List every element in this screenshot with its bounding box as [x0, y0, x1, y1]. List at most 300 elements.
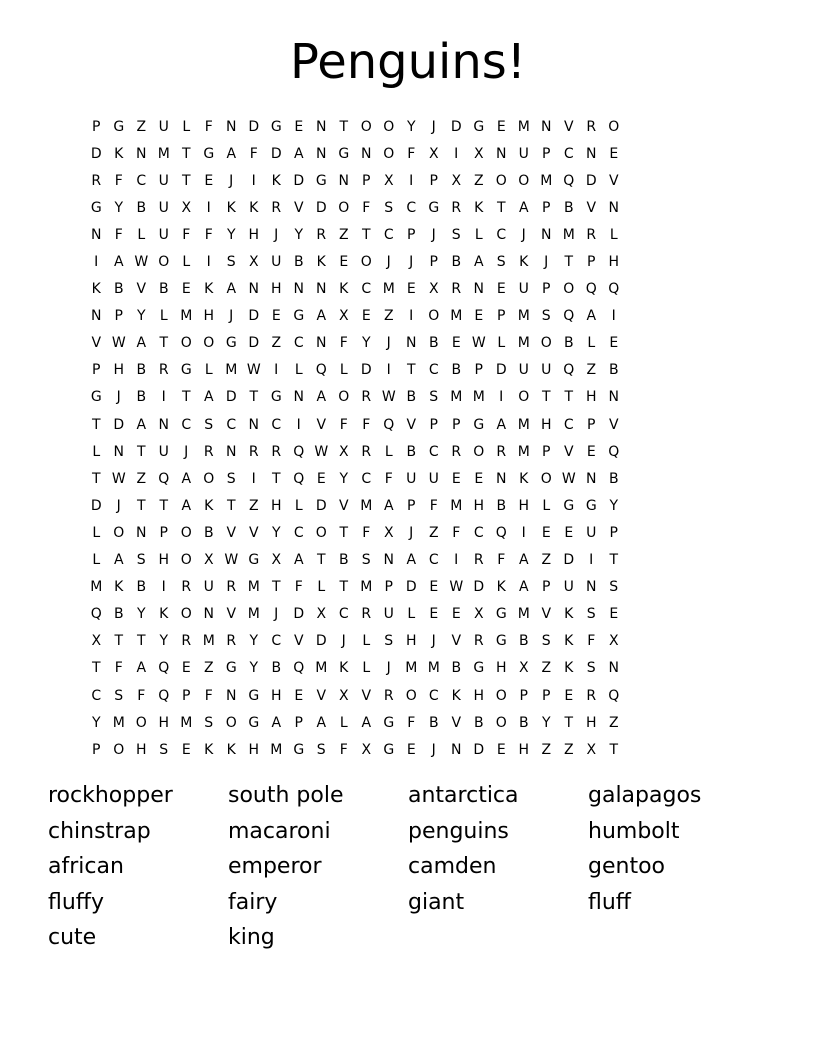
grid-letter: L — [384, 443, 393, 460]
grid-letter: G — [270, 389, 282, 406]
grid-letter: B — [113, 281, 124, 298]
grid-letter: N — [226, 118, 237, 135]
grid-letter: M — [315, 660, 328, 677]
grid-letter: U — [383, 606, 394, 623]
grid-letter: E — [181, 660, 191, 677]
grid-letter: U — [271, 254, 282, 271]
grid-letter: T — [496, 199, 506, 216]
grid-row — [85, 194, 733, 221]
grid-letter: M — [540, 172, 553, 189]
grid-letter: H — [585, 389, 597, 406]
grid-letter: Y — [249, 633, 259, 650]
grid-letter: H — [135, 741, 147, 758]
grid-letter: N — [383, 552, 394, 569]
grid-letter: U — [158, 172, 169, 189]
grid-letter: E — [564, 687, 574, 704]
grid-letter: F — [429, 497, 438, 514]
word-list-item: fairy — [228, 889, 278, 915]
grid-letter: H — [473, 687, 485, 704]
grid-letter: G — [338, 145, 350, 162]
grid-letter: Q — [563, 308, 575, 325]
grid-letter: X — [383, 172, 394, 189]
grid-letter: Q — [383, 416, 395, 433]
grid-letter: D — [473, 741, 485, 758]
grid-letter: B — [451, 254, 462, 271]
grid-letter: Q — [563, 362, 575, 379]
grid-row — [85, 140, 733, 167]
grid-letter: R — [586, 226, 597, 243]
grid-letter: A — [293, 552, 304, 569]
grid-letter: A — [226, 281, 237, 298]
word-list-item: penguins — [408, 818, 509, 844]
grid-letter: Z — [541, 552, 552, 569]
grid-letter: V — [226, 524, 237, 541]
grid-letter: X — [473, 606, 484, 623]
grid-letter: S — [136, 552, 146, 569]
grid-letter: E — [406, 281, 416, 298]
grid-letter: I — [386, 362, 391, 379]
grid-letter: G — [293, 308, 305, 325]
grid-letter: N — [541, 118, 552, 135]
grid-letter: A — [406, 552, 417, 569]
grid-letter: B — [293, 254, 304, 271]
grid-letter: D — [293, 606, 305, 623]
grid-letter: G — [315, 172, 327, 189]
grid-letter: D — [248, 118, 260, 135]
grid-letter: I — [251, 470, 256, 487]
grid-letter: G — [248, 687, 260, 704]
grid-letter: V — [451, 714, 462, 731]
grid-letter: S — [586, 606, 596, 623]
grid-letter: R — [473, 633, 484, 650]
grid-letter: Q — [608, 687, 620, 704]
grid-letter: N — [316, 118, 327, 135]
grid-letter: X — [316, 606, 327, 623]
grid-letter: O — [158, 254, 170, 271]
grid-letter: P — [609, 524, 618, 541]
grid-letter: V — [563, 443, 574, 460]
grid-letter: N — [293, 281, 304, 298]
grid-letter: M — [112, 714, 125, 731]
grid-letter: B — [158, 281, 169, 298]
grid-letter: I — [409, 172, 414, 189]
grid-letter: T — [564, 389, 574, 406]
grid-letter: E — [181, 741, 191, 758]
grid-letter: Y — [339, 470, 349, 487]
grid-letter: E — [451, 470, 461, 487]
grid-letter: M — [405, 660, 418, 677]
grid-letter: E — [496, 741, 506, 758]
grid-letter: U — [406, 470, 417, 487]
grid-letter: V — [316, 687, 327, 704]
grid-row — [85, 492, 733, 519]
grid-letter: K — [204, 741, 214, 758]
grid-row — [85, 248, 733, 275]
grid-letter: F — [114, 660, 123, 677]
grid-letter: N — [158, 416, 169, 433]
grid-letter: M — [90, 579, 103, 596]
grid-letter: T — [114, 633, 124, 650]
grid-letter: E — [609, 145, 619, 162]
grid-letter: D — [90, 497, 102, 514]
grid-letter: L — [542, 497, 551, 514]
grid-letter: S — [204, 714, 214, 731]
grid-row — [85, 276, 733, 303]
grid-letter: T — [564, 714, 574, 731]
grid-letter: V — [586, 199, 597, 216]
grid-letter: H — [585, 714, 597, 731]
grid-letter: G — [90, 389, 102, 406]
word-list-item: macaroni — [228, 818, 331, 844]
grid-letter: Y — [136, 308, 146, 325]
grid-letter: Z — [541, 660, 552, 677]
word-list-item: african — [48, 854, 124, 879]
grid-row — [85, 167, 733, 194]
grid-letter: F — [249, 145, 258, 162]
grid-row — [85, 113, 733, 140]
grid-letter: T — [406, 362, 416, 379]
grid-letter: E — [181, 281, 191, 298]
grid-letter: X — [428, 281, 439, 298]
grid-letter: D — [248, 308, 260, 325]
grid-letter: R — [271, 199, 282, 216]
grid-letter: F — [407, 145, 416, 162]
grid-letter: D — [405, 579, 417, 596]
grid-letter: H — [158, 714, 170, 731]
grid-letter: Y — [114, 199, 124, 216]
grid-letter: B — [608, 362, 619, 379]
grid-letter: S — [316, 741, 326, 758]
grid-letter: U — [518, 362, 529, 379]
grid-letter: W — [471, 335, 486, 352]
grid-letter: R — [473, 552, 484, 569]
grid-letter: K — [249, 199, 259, 216]
grid-letter: I — [94, 254, 99, 271]
grid-letter: O — [203, 335, 215, 352]
grid-letter: B — [136, 389, 147, 406]
grid-letter: H — [270, 687, 282, 704]
grid-letter: T — [609, 741, 619, 758]
grid-letter: I — [521, 524, 526, 541]
grid-letter: T — [339, 579, 349, 596]
grid-letter: O — [608, 118, 620, 135]
grid-letter: G — [225, 335, 237, 352]
grid-letter: M — [360, 579, 373, 596]
grid-letter: F — [137, 687, 146, 704]
grid-letter: Z — [608, 714, 619, 731]
grid-letter: P — [159, 524, 168, 541]
grid-row — [85, 357, 733, 384]
grid-letter: N — [226, 443, 237, 460]
grid-letter: H — [158, 552, 170, 569]
grid-letter: I — [611, 308, 616, 325]
grid-letter: B — [428, 714, 439, 731]
grid-letter: V — [563, 118, 574, 135]
grid-letter: W — [381, 389, 396, 406]
grid-letter: U — [518, 281, 529, 298]
grid-letter: M — [517, 606, 530, 623]
grid-letter: S — [496, 254, 506, 271]
word-list-item: fluff — [588, 889, 631, 915]
page-title: Penguins! — [289, 34, 527, 90]
grid-letter: L — [137, 226, 146, 243]
grid-letter: P — [587, 254, 596, 271]
grid-letter: S — [226, 470, 236, 487]
grid-letter: Z — [338, 226, 349, 243]
grid-letter: M — [247, 579, 260, 596]
grid-letter: O — [203, 470, 215, 487]
grid-letter: N — [473, 281, 484, 298]
grid-row — [85, 574, 733, 601]
grid-letter: G — [90, 199, 102, 216]
grid-letter: U — [158, 118, 169, 135]
grid-letter: P — [182, 687, 191, 704]
grid-letter: X — [248, 254, 259, 271]
grid-letter: S — [609, 579, 619, 596]
grid-letter: V — [293, 199, 304, 216]
grid-row — [85, 303, 733, 330]
grid-letter: A — [361, 714, 372, 731]
grid-letter: I — [296, 416, 301, 433]
grid-letter: T — [339, 524, 349, 541]
grid-letter: V — [361, 687, 372, 704]
grid-letter: T — [181, 172, 191, 189]
grid-letter: J — [521, 226, 526, 243]
grid-letter: O — [360, 254, 372, 271]
grid-letter: Q — [608, 443, 620, 460]
grid-letter: C — [563, 145, 574, 162]
grid-letter: C — [428, 687, 439, 704]
grid-letter: R — [586, 687, 597, 704]
grid-letter: C — [181, 416, 192, 433]
grid-letter: O — [495, 714, 507, 731]
grid-letter: O — [360, 118, 372, 135]
grid-letter: M — [517, 443, 530, 460]
grid-letter: K — [271, 172, 281, 189]
grid-letter: Z — [248, 497, 259, 514]
grid-letter: N — [136, 145, 147, 162]
grid-letter: I — [161, 389, 166, 406]
grid-letter: G — [248, 714, 260, 731]
grid-letter: J — [341, 633, 346, 650]
grid-letter: X — [338, 687, 349, 704]
grid-letter: M — [270, 741, 283, 758]
grid-letter: C — [361, 281, 372, 298]
grid-letter: B — [406, 443, 417, 460]
grid-letter: E — [429, 579, 439, 596]
grid-letter: L — [182, 118, 191, 135]
grid-letter: E — [564, 524, 574, 541]
grid-letter: F — [587, 633, 596, 650]
word-list-item: fluffy — [48, 889, 104, 915]
grid-letter: E — [294, 687, 304, 704]
grid-letter: P — [542, 145, 551, 162]
grid-letter: P — [542, 199, 551, 216]
grid-letter: I — [206, 254, 211, 271]
grid-letter: V — [316, 416, 327, 433]
grid-letter: P — [474, 362, 483, 379]
grid-letter: P — [452, 416, 461, 433]
grid-letter: A — [316, 308, 327, 325]
grid-letter: Z — [563, 741, 574, 758]
grid-letter: Y — [609, 497, 619, 514]
grid-letter: G — [495, 606, 507, 623]
grid-letter: V — [226, 606, 237, 623]
grid-row — [85, 330, 733, 357]
grid-letter: M — [180, 714, 193, 731]
grid-letter: O — [405, 687, 417, 704]
grid-letter: S — [541, 308, 551, 325]
grid-letter: A — [586, 308, 597, 325]
grid-letter: O — [518, 172, 530, 189]
grid-letter: M — [450, 497, 463, 514]
grid-letter: U — [158, 443, 169, 460]
grid-letter: A — [136, 660, 147, 677]
grid-letter: O — [428, 308, 440, 325]
grid-letter: V — [406, 416, 417, 433]
grid-letter: O — [518, 389, 530, 406]
grid-letter: T — [91, 416, 101, 433]
grid-letter: T — [271, 579, 281, 596]
grid-letter: W — [561, 470, 576, 487]
grid-letter: N — [248, 416, 259, 433]
grid-letter: J — [431, 741, 436, 758]
grid-letter: C — [383, 226, 394, 243]
grid-letter: G — [180, 362, 192, 379]
grid-letter: G — [563, 497, 575, 514]
grid-letter: P — [587, 416, 596, 433]
grid-letter: N — [406, 335, 417, 352]
grid-letter: X — [271, 552, 282, 569]
grid-letter: N — [248, 281, 259, 298]
grid-letter: R — [226, 633, 237, 650]
grid-letter: S — [204, 416, 214, 433]
grid-letter: C — [473, 524, 484, 541]
grid-letter: J — [229, 172, 234, 189]
grid-letter: G — [383, 741, 395, 758]
grid-letter: Q — [158, 660, 170, 677]
grid-letter: X — [338, 443, 349, 460]
grid-letter: T — [136, 443, 146, 460]
grid-letter: A — [271, 714, 282, 731]
grid-letter: X — [428, 145, 439, 162]
grid-letter: Z — [271, 335, 282, 352]
grid-letter: T — [159, 335, 169, 352]
grid-letter: D — [360, 362, 372, 379]
grid-letter: M — [427, 660, 440, 677]
grid-letter: L — [182, 254, 191, 271]
grid-letter: P — [92, 118, 101, 135]
grid-letter: A — [136, 416, 147, 433]
grid-letter: B — [428, 335, 439, 352]
grid-letter: V — [248, 524, 259, 541]
grid-letter: K — [564, 606, 574, 623]
grid-letter: I — [274, 362, 279, 379]
grid-row — [85, 547, 733, 574]
grid-letter: R — [496, 443, 507, 460]
word-list-item: cute — [48, 925, 97, 950]
grid-letter: A — [383, 497, 394, 514]
grid-letter: P — [542, 443, 551, 460]
grid-letter: L — [204, 362, 213, 379]
grid-letter: M — [157, 145, 170, 162]
grid-letter: O — [225, 714, 237, 731]
grid-letter: K — [564, 660, 574, 677]
grid-letter: F — [114, 226, 123, 243]
grid-letter: C — [271, 416, 282, 433]
grid-letter: L — [294, 362, 303, 379]
grid-letter: H — [495, 660, 507, 677]
grid-letter: C — [136, 172, 147, 189]
grid-letter: D — [495, 362, 507, 379]
grid-letter: L — [159, 308, 168, 325]
grid-letter: A — [181, 497, 192, 514]
grid-letter: W — [224, 552, 239, 569]
grid-letter: G — [473, 416, 485, 433]
grid-letter: L — [339, 714, 348, 731]
grid-letter: M — [472, 389, 485, 406]
grid-letter: U — [518, 145, 529, 162]
grid-letter: P — [542, 687, 551, 704]
grid-letter: K — [339, 281, 349, 298]
grid-letter: Y — [294, 226, 304, 243]
grid-letter: E — [586, 443, 596, 460]
grid-letter: M — [562, 226, 575, 243]
grid-letter: B — [113, 606, 124, 623]
grid-letter: H — [270, 497, 282, 514]
grid-letter: C — [293, 524, 304, 541]
grid-letter: P — [407, 226, 416, 243]
grid-letter: M — [202, 633, 215, 650]
grid-letter: P — [497, 308, 506, 325]
grid-letter: M — [382, 281, 395, 298]
grid-row — [85, 601, 733, 628]
grid-letter: S — [226, 254, 236, 271]
grid-letter: B — [563, 335, 574, 352]
grid-letter: L — [497, 335, 506, 352]
grid-letter: E — [496, 118, 506, 135]
grid-letter: O — [135, 714, 147, 731]
grid-letter: K — [339, 660, 349, 677]
grid-letter: G — [428, 199, 440, 216]
grid-letter: X — [181, 199, 192, 216]
grid-letter: E — [271, 308, 281, 325]
grid-letter: L — [407, 606, 416, 623]
grid-letter: Q — [563, 172, 575, 189]
grid-letter: G — [113, 118, 125, 135]
grid-letter: B — [608, 470, 619, 487]
grid-row — [85, 709, 733, 736]
grid-letter: R — [316, 226, 327, 243]
grid-letter: R — [451, 281, 462, 298]
grid-letter: N — [586, 145, 597, 162]
grid-letter: N — [338, 172, 349, 189]
grid-letter: E — [316, 470, 326, 487]
grid-letter: B — [136, 362, 147, 379]
grid-letter: F — [362, 524, 371, 541]
grid-row — [85, 628, 733, 655]
grid-letter: Z — [136, 470, 147, 487]
grid-letter: Y — [91, 714, 101, 731]
grid-letter: D — [270, 145, 282, 162]
grid-letter: K — [204, 497, 214, 514]
grid-letter: Z — [428, 524, 439, 541]
grid-letter: N — [361, 145, 372, 162]
grid-letter: P — [92, 741, 101, 758]
grid-letter: C — [428, 552, 439, 569]
grid-letter: L — [474, 226, 483, 243]
grid-letter: G — [495, 633, 507, 650]
